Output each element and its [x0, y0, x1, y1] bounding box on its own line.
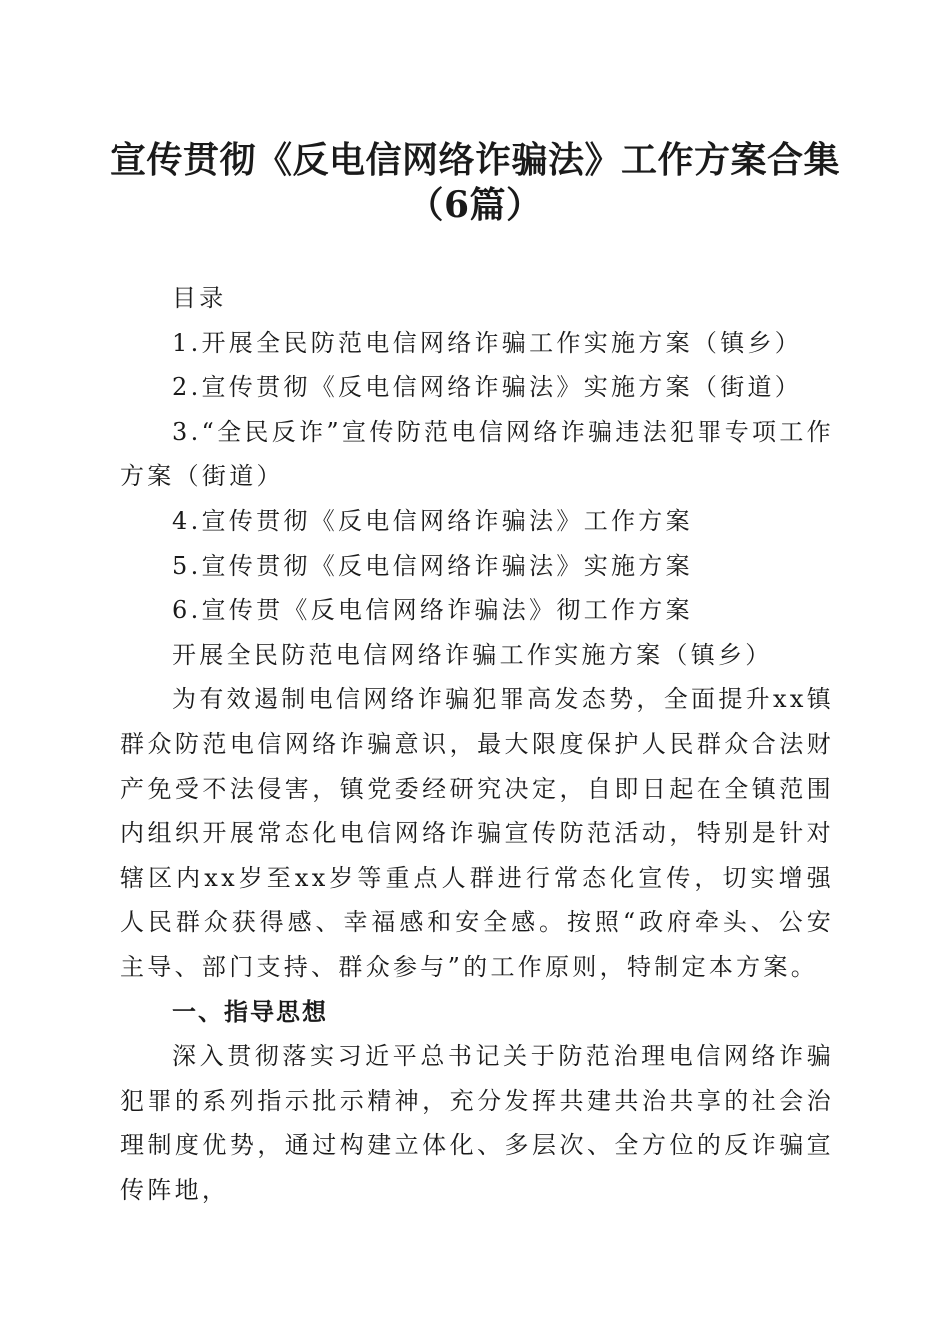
- document-title-line2: （6篇）: [407, 184, 543, 226]
- heading-guiding-ideology: 一、指导思想: [172, 997, 328, 1026]
- document-title-line1: 宣传贯彻《反电信网络诈骗法》工作方案合集: [109, 139, 840, 181]
- toc-item-5: 5.宣传贯彻《反电信网络诈骗法》实施方案: [172, 551, 693, 580]
- guiding-paragraph: 深入贯彻落实习近平总书记关于防范治理电信网络诈骗犯罪的系列指示批示精神，充分发挥共建共治共享的社会治理制度优势，通过构建立体化、多层次、全方位的反诈骗宣传阵地，: [120, 1042, 834, 1204]
- toc-heading: 目录: [172, 284, 227, 312]
- toc-item-4: 4.宣传贯彻《反电信网络诈骗法》工作方案: [172, 506, 693, 535]
- toc-item-1: 1.开展全民防范电信网络诈骗工作实施方案（镇乡）: [172, 328, 803, 357]
- intro-paragraph: 为有效遏制电信网络诈骗犯罪高发态势，全面提升xx镇群众防范电信网络诈骗意识，最大限度保护人民群众合法财产免受不法侵害，镇党委经研究决定，自即日起在全镇范围内组织开展常态化电信网络诈骗宣传防范活动，特别是针对辖区内xx岁至xx岁等重点人群进行常态化宣传，切实增强人民群众获得感、幸福感和安全感。按照“政府牵头、公安主导、部门支持、群众参与”的工作原则，特制定本方案。: [120, 685, 834, 981]
- toc-item-6: 6.宣传贯《反电信网络诈骗法》彻工作方案: [172, 596, 693, 625]
- document-body: [120, 276, 834, 1212]
- toc-item-3: 3.“全民反诈”宣传防范电信网络诈骗违法犯罪专项工作方案（街道）: [120, 417, 834, 491]
- section-title: 开展全民防范电信网络诈骗工作实施方案（镇乡）: [172, 640, 773, 669]
- toc-item-2: 2.宣传贯彻《反电信网络诈骗法》实施方案（街道）: [172, 373, 803, 402]
